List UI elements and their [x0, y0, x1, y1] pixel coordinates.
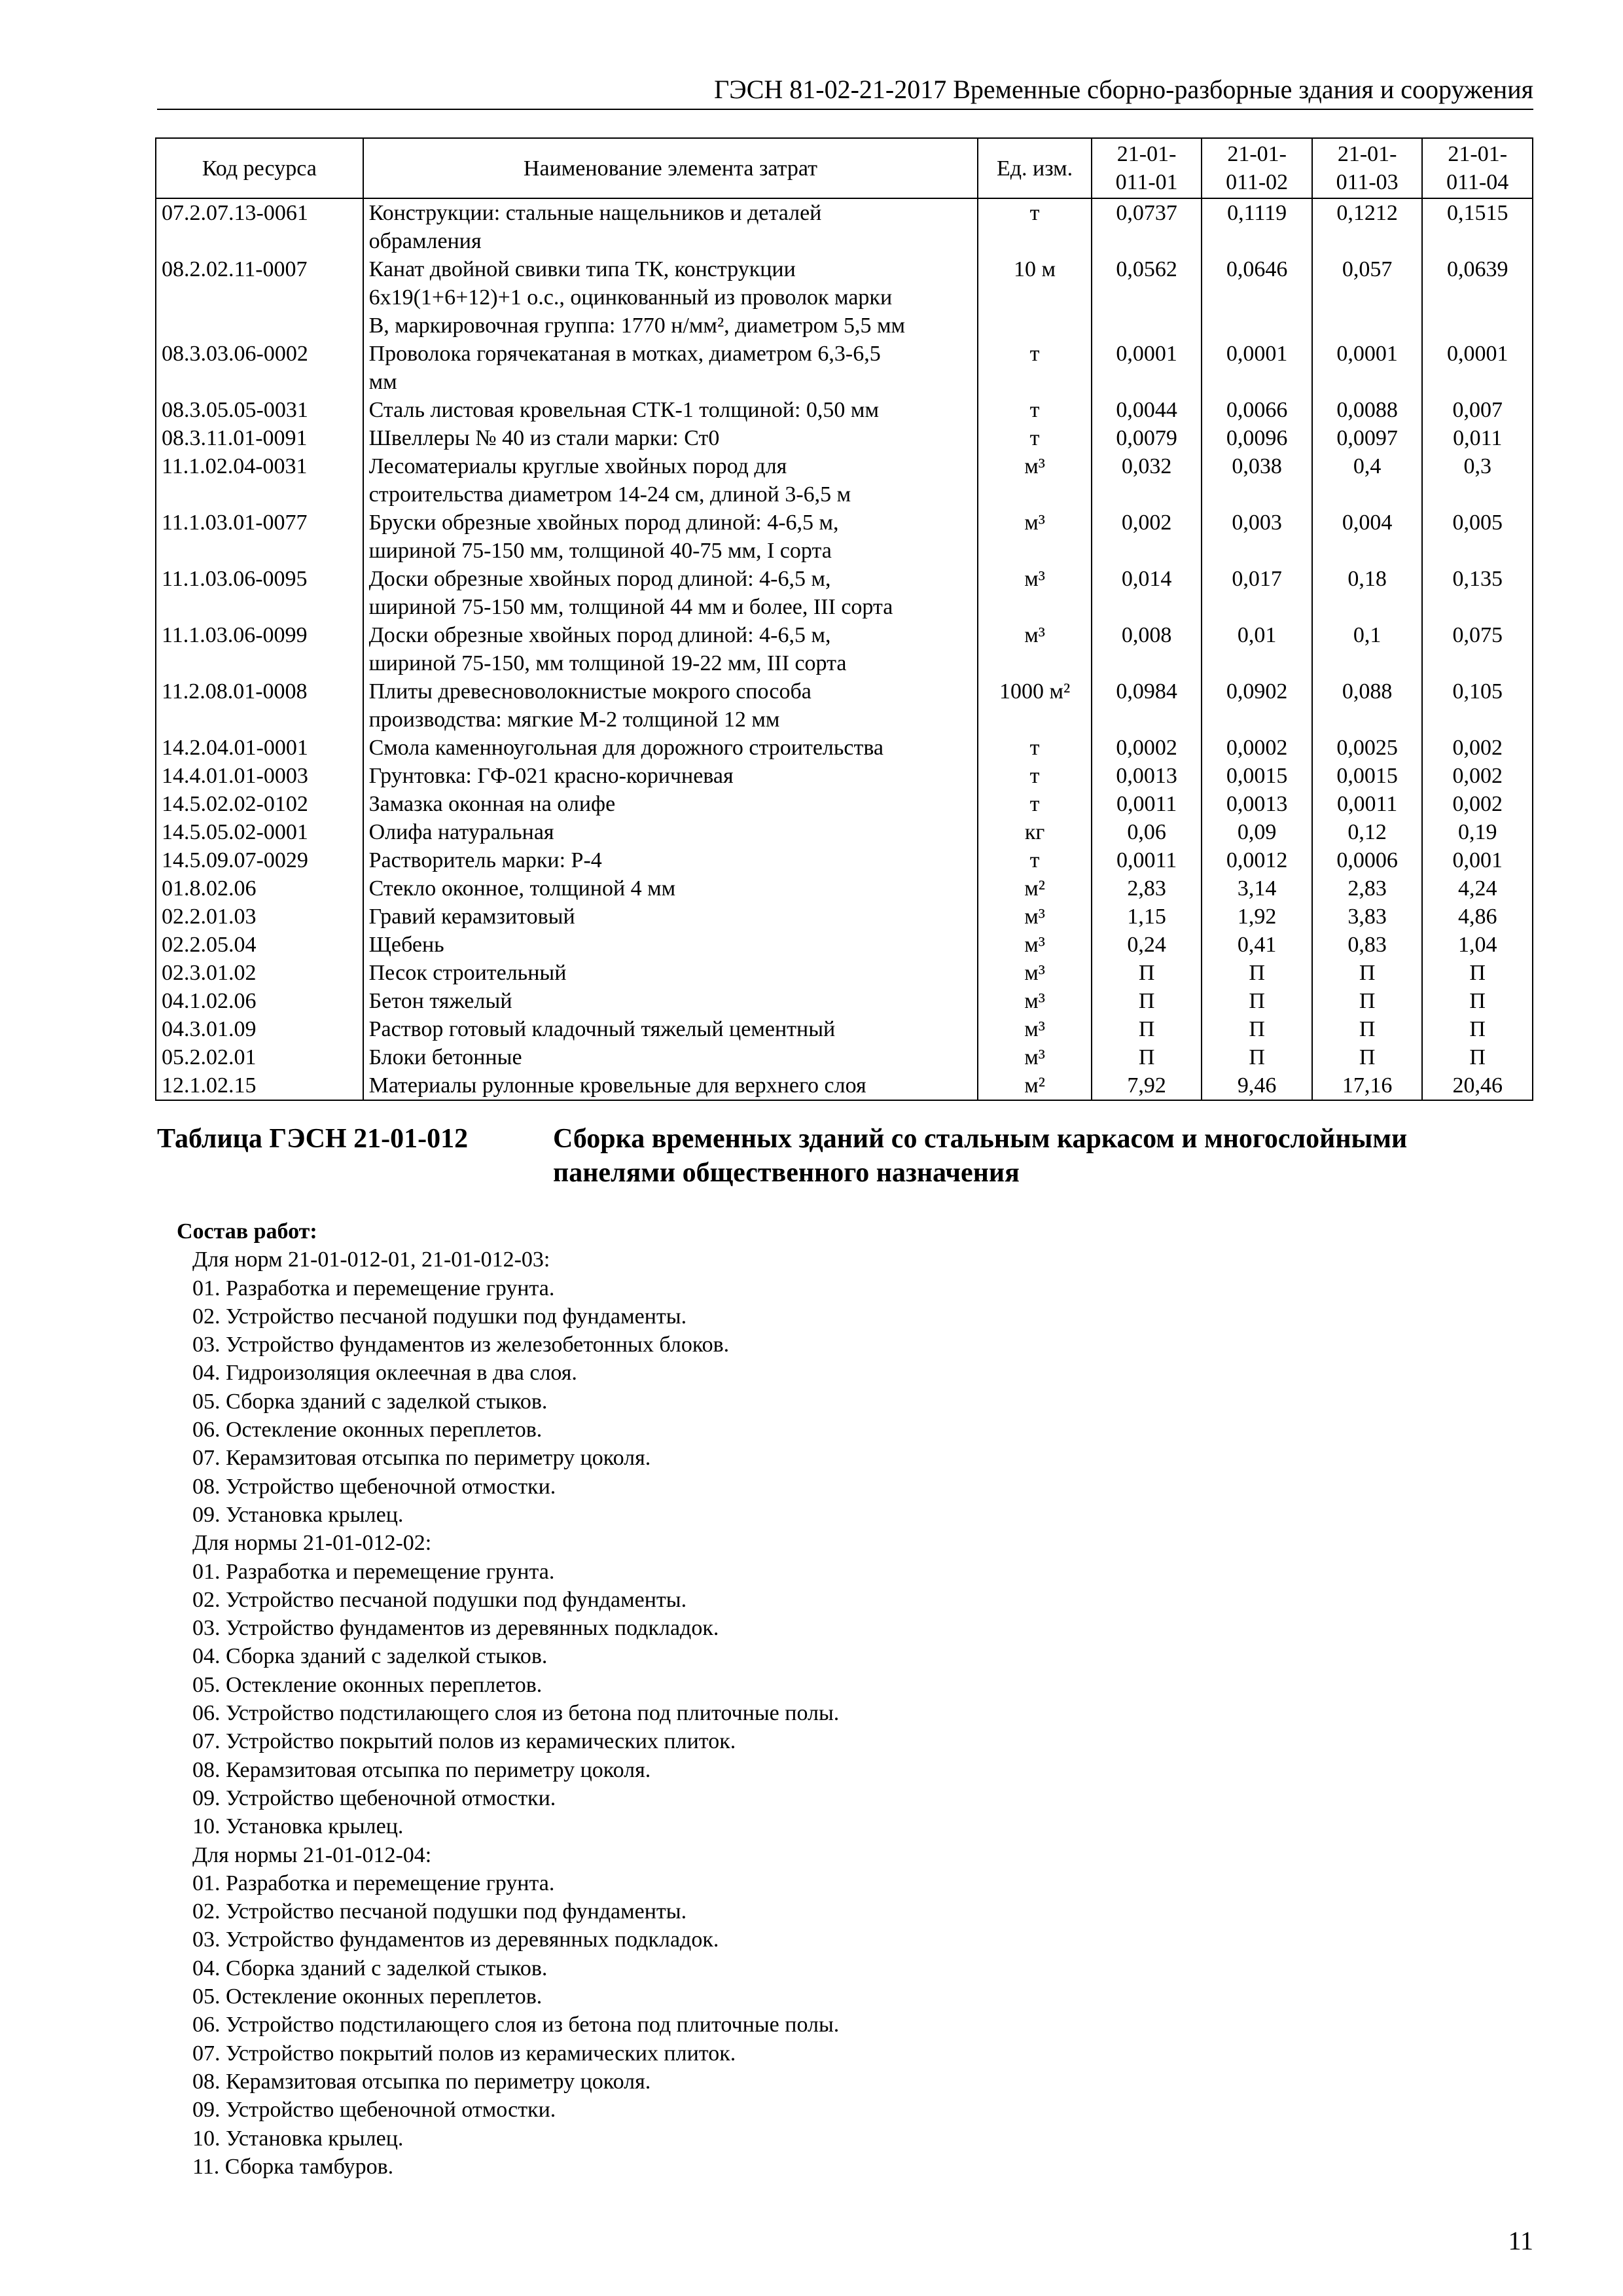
- list-item: 05. Остекление оконных переплетов.: [192, 1984, 543, 2009]
- cell-v1: 0,0562: [1092, 255, 1202, 340]
- cell-v3: 0,1212: [1312, 198, 1423, 255]
- list-item: 05. Остекление оконных переплетов.: [192, 1672, 543, 1697]
- cell-v1: 0,24: [1092, 931, 1202, 959]
- cell-v4: 4,24: [1422, 874, 1533, 903]
- cell-name: Доски обрезные хвойных пород длиной: 4-6,5 м, шириной 75-150, мм толщиной 19-22 мм, III сорта: [363, 621, 978, 677]
- cell-code: 12.1.02.15: [156, 1071, 363, 1100]
- cell-name: Смола каменноугольная для дорожного строительства: [363, 734, 978, 762]
- cell-v1: 0,0011: [1092, 790, 1202, 818]
- list-item: 03. Устройство фундаментов из деревянных подкладок.: [192, 1616, 719, 1641]
- cell-code: 11.1.03.01-0077: [156, 509, 363, 565]
- cell-v2: 0,1119: [1202, 198, 1312, 255]
- cell-v2: 0,0096: [1202, 424, 1312, 452]
- cell-v3: 0,18: [1312, 565, 1423, 621]
- cell-v1: 0,0079: [1092, 424, 1202, 452]
- list-item: 09. Устройство щебеночной отмостки.: [192, 1785, 556, 1810]
- list-item: 09. Установка крылец.: [192, 1502, 404, 1527]
- cell-v3: П: [1312, 959, 1423, 987]
- list-item: 03. Устройство фундаментов из железобетонных блоков.: [192, 1333, 730, 1357]
- cell-code: 14.4.01.01-0003: [156, 762, 363, 790]
- cell-name: Гравий керамзитовый: [363, 903, 978, 931]
- cell-v3: 3,83: [1312, 903, 1423, 931]
- cell-code: 05.2.02.01: [156, 1043, 363, 1071]
- list-item: 02. Устройство песчаной подушки под фундаменты.: [192, 1587, 687, 1612]
- cell-unit: т: [978, 790, 1092, 818]
- cell-v3: 0,0011: [1312, 790, 1423, 818]
- table-row: [156, 903, 1533, 931]
- cell-v4: 0,001: [1422, 846, 1533, 874]
- cell-v3: 0,0097: [1312, 424, 1423, 452]
- cell-code: 11.2.08.01-0008: [156, 677, 363, 734]
- cell-v4: 0,007: [1422, 396, 1533, 424]
- cell-name: Бруски обрезные хвойных пород длиной: 4-6,5 м, шириной 75-150 мм, толщиной 40-75 мм, I сорта: [363, 509, 978, 565]
- cell-v2: 0,0013: [1202, 790, 1312, 818]
- cell-v3: 2,83: [1312, 874, 1423, 903]
- cell-code: 08.2.02.11-0007: [156, 255, 363, 340]
- cell-v3: 0,0001: [1312, 340, 1423, 396]
- cell-unit: т: [978, 734, 1092, 762]
- cell-v1: 1,15: [1092, 903, 1202, 931]
- table-row: [156, 424, 1533, 452]
- cell-code: 14.2.04.01-0001: [156, 734, 363, 762]
- cell-name: Сталь листовая кровельная СТК-1 толщиной: 0,50 мм: [363, 396, 978, 424]
- cell-name: Олифа натуральная: [363, 818, 978, 846]
- table-row: [156, 1015, 1533, 1043]
- cell-unit: м³: [978, 452, 1092, 509]
- cell-v2: 0,0902: [1202, 677, 1312, 734]
- cell-v1: 0,032: [1092, 452, 1202, 509]
- table-row: [156, 509, 1533, 565]
- cell-v2: 0,0001: [1202, 340, 1312, 396]
- cell-unit: т: [978, 396, 1092, 424]
- cell-v1: 0,0044: [1092, 396, 1202, 424]
- cell-name: Растворитель марки: Р-4: [363, 846, 978, 874]
- column-header: 21-01- 011-01: [1092, 138, 1202, 198]
- list-item: 06. Остекление оконных переплетов.: [192, 1418, 543, 1443]
- table-row: [156, 987, 1533, 1015]
- cell-name: Бетон тяжелый: [363, 987, 978, 1015]
- cell-code: 11.1.03.06-0099: [156, 621, 363, 677]
- cell-v2: 3,14: [1202, 874, 1312, 903]
- cell-v1: 0,0984: [1092, 677, 1202, 734]
- cell-v1: 0,0013: [1092, 762, 1202, 790]
- table-row: [156, 452, 1533, 509]
- list-item: 01. Разработка и перемещение грунта.: [192, 1559, 555, 1584]
- cell-v4: 0,105: [1422, 677, 1533, 734]
- cell-name: Грунтовка: ГФ-021 красно-коричневая: [363, 762, 978, 790]
- table-row: [156, 677, 1533, 734]
- cell-v4: 1,04: [1422, 931, 1533, 959]
- cell-v2: П: [1202, 959, 1312, 987]
- cell-v1: 0,014: [1092, 565, 1202, 621]
- cell-v4: 0,075: [1422, 621, 1533, 677]
- works-title: Состав работ:: [177, 1219, 317, 1244]
- cell-v2: 1,92: [1202, 903, 1312, 931]
- section-number: Таблица ГЭСН 21-01-012: [157, 1124, 469, 1154]
- cell-v1: 0,002: [1092, 509, 1202, 565]
- table-row: [156, 396, 1533, 424]
- cell-unit: м²: [978, 874, 1092, 903]
- list-item: Для норм 21-01-012-01, 21-01-012-03:: [192, 1247, 550, 1272]
- cell-unit: м³: [978, 621, 1092, 677]
- cell-v2: 9,46: [1202, 1071, 1312, 1100]
- column-header: 21-01- 011-04: [1422, 138, 1533, 198]
- cell-v3: 0,4: [1312, 452, 1423, 509]
- cell-v3: 0,0006: [1312, 846, 1423, 874]
- cell-name: Блоки бетонные: [363, 1043, 978, 1071]
- table-row: [156, 846, 1533, 874]
- cell-v4: П: [1422, 1015, 1533, 1043]
- table-body: [156, 198, 1533, 1100]
- cell-v4: П: [1422, 1043, 1533, 1071]
- table-row: [156, 959, 1533, 987]
- cell-v4: 0,002: [1422, 762, 1533, 790]
- list-item: 01. Разработка и перемещение грунта.: [192, 1871, 555, 1895]
- cell-code: 04.1.02.06: [156, 987, 363, 1015]
- cell-v1: 0,008: [1092, 621, 1202, 677]
- list-item: 06. Устройство подстилающего слоя из бетона под плиточные полы.: [192, 2013, 840, 2037]
- cell-v2: П: [1202, 987, 1312, 1015]
- page-number: 11: [1508, 2226, 1533, 2255]
- cell-v4: 0,1515: [1422, 198, 1533, 255]
- cell-v4: 0,135: [1422, 565, 1533, 621]
- cell-v1: 0,0011: [1092, 846, 1202, 874]
- cell-v3: 0,12: [1312, 818, 1423, 846]
- cell-code: 08.3.03.06-0002: [156, 340, 363, 396]
- running-header: ГЭСН 81-02-21-2017 Временные сборно-разборные здания и сооружения: [157, 73, 1533, 110]
- list-item: 10. Установка крылец.: [192, 1814, 404, 1839]
- cell-code: 11.1.02.04-0031: [156, 452, 363, 509]
- cell-code: 02.2.01.03: [156, 903, 363, 931]
- section-title: Сборка временных зданий со стальным каркасом и многослойными панелями общественного назначения: [553, 1124, 1408, 1188]
- list-item: 08. Устройство щебеночной отмостки.: [192, 1474, 556, 1499]
- list-item: 04. Гидроизоляция оклеечная в два слоя.: [192, 1361, 577, 1386]
- cell-v1: 0,06: [1092, 818, 1202, 846]
- cell-v4: П: [1422, 959, 1533, 987]
- list-item: 09. Устройство щебеночной отмостки.: [192, 2098, 556, 2123]
- cell-code: 14.5.05.02-0001: [156, 818, 363, 846]
- cell-name: Замазка оконная на олифе: [363, 790, 978, 818]
- cell-v1: 2,83: [1092, 874, 1202, 903]
- cell-v3: 0,0025: [1312, 734, 1423, 762]
- list-item: 11. Сборка тамбуров.: [192, 2154, 394, 2179]
- cell-v2: 0,0002: [1202, 734, 1312, 762]
- cell-v1: 0,0001: [1092, 340, 1202, 396]
- cell-name: Проволока горячекатаная в мотках, диаметром 6,3-6,5 мм: [363, 340, 978, 396]
- cell-v3: П: [1312, 1043, 1423, 1071]
- list-item: 07. Керамзитовая отсыпка по периметру цоколя.: [192, 1446, 651, 1471]
- cell-name: Конструкции: стальные нащельников и деталей обрамления: [363, 198, 978, 255]
- cell-code: 08.3.05.05-0031: [156, 396, 363, 424]
- cell-code: 11.1.03.06-0095: [156, 565, 363, 621]
- table-row: [156, 931, 1533, 959]
- table-row: [156, 1043, 1533, 1071]
- cell-v3: 0,088: [1312, 677, 1423, 734]
- cell-v1: П: [1092, 1015, 1202, 1043]
- cell-v3: 0,057: [1312, 255, 1423, 340]
- cell-code: 02.3.01.02: [156, 959, 363, 987]
- cell-v2: П: [1202, 1043, 1312, 1071]
- cell-v2: 0,017: [1202, 565, 1312, 621]
- cell-v1: 0,0737: [1092, 198, 1202, 255]
- cell-v3: 17,16: [1312, 1071, 1423, 1100]
- cell-v4: 0,005: [1422, 509, 1533, 565]
- cell-v1: 7,92: [1092, 1071, 1202, 1100]
- cell-v2: 0,0015: [1202, 762, 1312, 790]
- table-row: [156, 1071, 1533, 1100]
- list-item: 04. Сборка зданий с заделкой стыков.: [192, 1956, 548, 1981]
- cell-unit: м³: [978, 509, 1092, 565]
- cell-v1: 0,0002: [1092, 734, 1202, 762]
- table-row: [156, 790, 1533, 818]
- cell-v3: 0,83: [1312, 931, 1423, 959]
- work-composition: [177, 1217, 1486, 2181]
- cell-name: Щебень: [363, 931, 978, 959]
- list-item: 07. Устройство покрытий полов из керамических плиток.: [192, 2041, 736, 2066]
- cell-name: Плиты древесноволокнистые мокрого способа производства: мягкие М-2 толщиной 12 мм: [363, 677, 978, 734]
- table-row: [156, 734, 1533, 762]
- cell-v1: П: [1092, 987, 1202, 1015]
- table-header-row: [156, 138, 1533, 198]
- list-item: 02. Устройство песчаной подушки под фундаменты.: [192, 1304, 687, 1329]
- cell-v4: П: [1422, 987, 1533, 1015]
- cell-unit: т: [978, 762, 1092, 790]
- cell-name: Материалы рулонные кровельные для верхнего слоя: [363, 1071, 978, 1100]
- cell-unit: 10 м: [978, 255, 1092, 340]
- list-item: 10. Установка крылец.: [192, 2126, 404, 2151]
- cell-v2: 0,0066: [1202, 396, 1312, 424]
- list-item: 02. Устройство песчаной подушки под фундаменты.: [192, 1899, 687, 1924]
- cell-v3: 0,0015: [1312, 762, 1423, 790]
- cell-v2: 0,003: [1202, 509, 1312, 565]
- column-header: Код ресурса: [156, 138, 363, 198]
- cell-unit: т: [978, 198, 1092, 255]
- column-header: Наименование элемента затрат: [363, 138, 978, 198]
- cell-code: 01.8.02.06: [156, 874, 363, 903]
- cell-unit: 1000 м²: [978, 677, 1092, 734]
- cell-v2: 0,01: [1202, 621, 1312, 677]
- table-row: [156, 874, 1533, 903]
- column-header: 21-01- 011-03: [1312, 138, 1423, 198]
- works-list: [177, 1246, 1486, 2181]
- cell-code: 14.5.09.07-0029: [156, 846, 363, 874]
- cell-unit: м³: [978, 903, 1092, 931]
- list-item: 07. Устройство покрытий полов из керамических плиток.: [192, 1729, 736, 1754]
- resources-table: [155, 137, 1533, 1101]
- cell-unit: м³: [978, 1015, 1092, 1043]
- list-item: 04. Сборка зданий с заделкой стыков.: [192, 1644, 548, 1669]
- cell-v4: 4,86: [1422, 903, 1533, 931]
- table-row: [156, 340, 1533, 396]
- list-item: 01. Разработка и перемещение грунта.: [192, 1276, 555, 1300]
- cell-name: Раствор готовый кладочный тяжелый цементный: [363, 1015, 978, 1043]
- column-header: 21-01- 011-02: [1202, 138, 1312, 198]
- cell-v2: П: [1202, 1015, 1312, 1043]
- table-row: [156, 255, 1533, 340]
- cell-unit: т: [978, 846, 1092, 874]
- cell-code: 04.3.01.09: [156, 1015, 363, 1043]
- cell-v3: П: [1312, 1015, 1423, 1043]
- cell-unit: т: [978, 340, 1092, 396]
- list-item: Для нормы 21-01-012-04:: [192, 1842, 432, 1867]
- cell-v3: 0,004: [1312, 509, 1423, 565]
- cell-v2: 0,09: [1202, 818, 1312, 846]
- column-header: Ед. изм.: [978, 138, 1092, 198]
- cell-v3: 0,1: [1312, 621, 1423, 677]
- list-item: 06. Устройство подстилающего слоя из бетона под плиточные полы.: [192, 1701, 840, 1726]
- cell-unit: м³: [978, 987, 1092, 1015]
- list-item: 03. Устройство фундаментов из деревянных подкладок.: [192, 1928, 719, 1952]
- cell-name: Канат двойной свивки типа ТК, конструкции 6х19(1+6+12)+1 о.с., оцинкованный из проволок марки В, маркировочная группа: 1770 н/мм², диаметром 5,5 мм: [363, 255, 978, 340]
- cell-unit: кг: [978, 818, 1092, 846]
- cell-unit: м³: [978, 931, 1092, 959]
- cell-v4: 20,46: [1422, 1071, 1533, 1100]
- cell-v3: П: [1312, 987, 1423, 1015]
- list-item: 08. Керамзитовая отсыпка по периметру цоколя.: [192, 1757, 651, 1782]
- table-row: [156, 762, 1533, 790]
- cell-unit: м²: [978, 1071, 1092, 1100]
- cell-name: Песок строительный: [363, 959, 978, 987]
- cell-unit: м³: [978, 959, 1092, 987]
- cell-v2: 0,0012: [1202, 846, 1312, 874]
- cell-unit: т: [978, 424, 1092, 452]
- cell-code: 02.2.05.04: [156, 931, 363, 959]
- cell-unit: м³: [978, 565, 1092, 621]
- cell-v1: П: [1092, 1043, 1202, 1071]
- table-row: [156, 198, 1533, 255]
- cell-v1: П: [1092, 959, 1202, 987]
- cell-unit: м³: [978, 1043, 1092, 1071]
- cell-v2: 0,038: [1202, 452, 1312, 509]
- cell-v3: 0,0088: [1312, 396, 1423, 424]
- cell-v4: 0,011: [1422, 424, 1533, 452]
- cell-v4: 0,0639: [1422, 255, 1533, 340]
- cell-v2: 0,41: [1202, 931, 1312, 959]
- cell-v4: 0,0001: [1422, 340, 1533, 396]
- cell-v4: 0,19: [1422, 818, 1533, 846]
- cell-code: 14.5.02.02-0102: [156, 790, 363, 818]
- cell-name: Стекло оконное, толщиной 4 мм: [363, 874, 978, 903]
- cell-v4: 0,002: [1422, 734, 1533, 762]
- cell-code: 08.3.11.01-0091: [156, 424, 363, 452]
- cell-name: Швеллеры № 40 из стали марки: Ст0: [363, 424, 978, 452]
- cell-name: Лесоматериалы круглые хвойных пород для строительства диаметром 14-24 см, длиной 3-6,5 м: [363, 452, 978, 509]
- cell-v4: 0,3: [1422, 452, 1533, 509]
- table-row: [156, 818, 1533, 846]
- table-row: [156, 621, 1533, 677]
- cell-name: Доски обрезные хвойных пород длиной: 4-6,5 м, шириной 75-150 мм, толщиной 44 мм и более, III сорта: [363, 565, 978, 621]
- table-row: [156, 565, 1533, 621]
- cell-code: 07.2.07.13-0061: [156, 198, 363, 255]
- list-item: Для нормы 21-01-012-02:: [192, 1531, 432, 1556]
- cell-v4: 0,002: [1422, 790, 1533, 818]
- list-item: 08. Керамзитовая отсыпка по периметру цоколя.: [192, 2069, 651, 2094]
- cell-v2: 0,0646: [1202, 255, 1312, 340]
- list-item: 05. Сборка зданий с заделкой стыков.: [192, 1389, 548, 1414]
